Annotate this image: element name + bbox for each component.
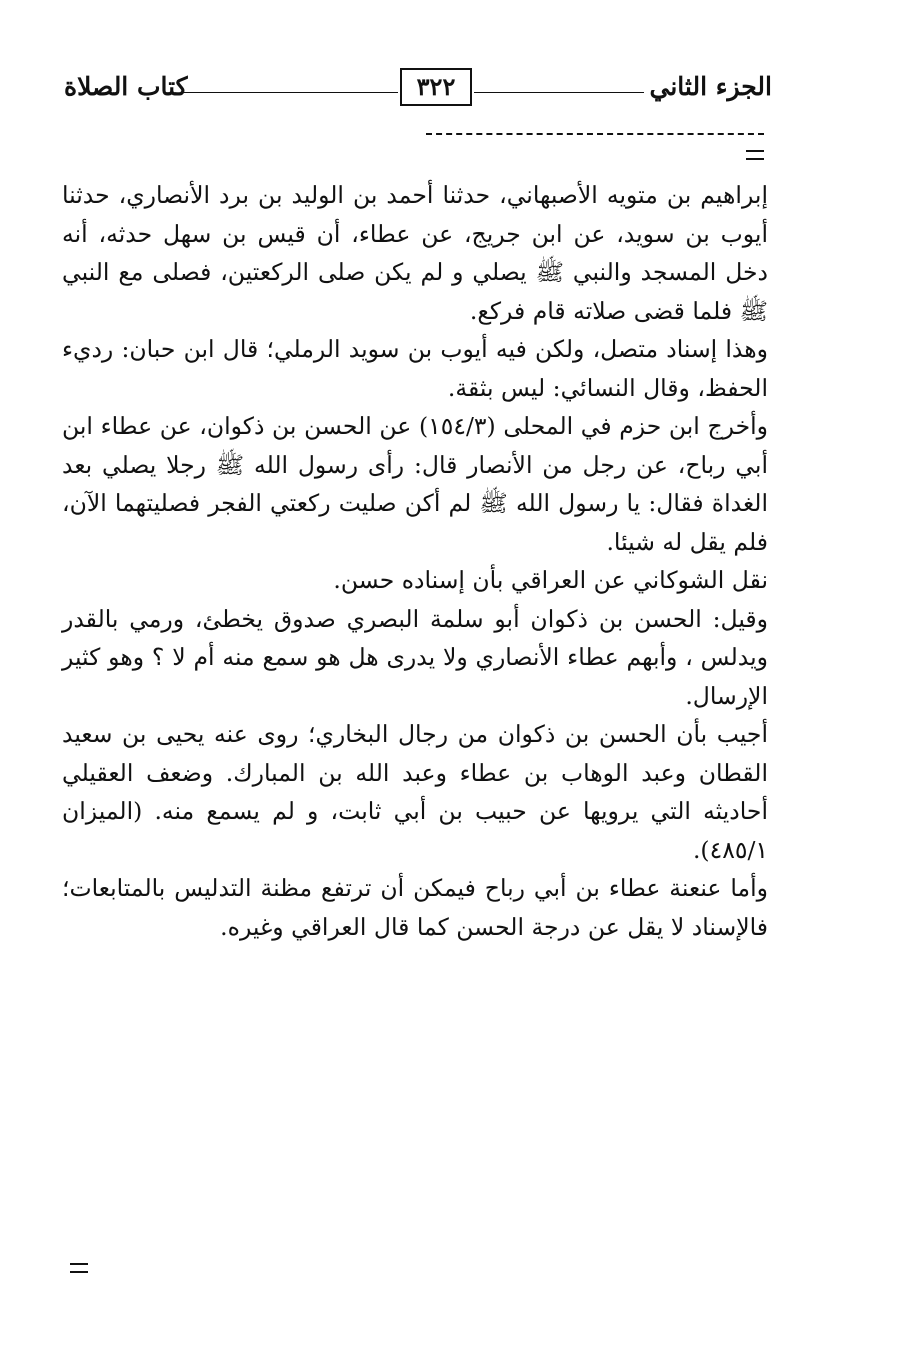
paragraph-reply: أجيب بأن الحسن بن ذكوان من رجال البخاري؛ روى عنه يحيى بن سعيد القطان وعبد الوهاب بن عطاء وعبد الله بن المبارك. وضعف العقيلي أحاديثه التي يرويها عن حبيب بن أبي ثابت، و لم يسمع منه. (الميزان ٤٨٥/١).	[62, 720, 768, 864]
running-header	[64, 68, 772, 118]
volume-label: الجزء الثاني	[649, 72, 772, 101]
header-rule-right	[474, 92, 644, 93]
page-number: ٣٢٢	[400, 68, 472, 106]
paragraph-isnad-note: وهذا إسناد متصل، ولكن فيه أيوب بن سويد الرملي؛ قال ابن حبان: رديء الحفظ، وقال النسائي: ليس بثقة.	[62, 335, 768, 402]
continuation-mark-bottom	[70, 1263, 88, 1273]
paragraph-hadith-chain: إبراهيم بن متويه الأصبهاني، حدثنا أحمد بن الوليد بن برد الأنصاري، حدثنا أيوب بن سويد، عن ابن جريج، عن عطاء، أن قيس بن سهل حدثه، أنه دخل المسجد والنبي ﷺ يصلي و لم يكن صلى الركعتين، فصلى مع النبي ﷺ فلما قضى صلاته قام فركع.	[62, 181, 768, 325]
paragraph-conclusion: وأما عنعنة عطاء بن أبي رباح فيمكن أن ترتفع مظنة التدليس بالمتابعات؛ فالإسناد لا يقل عن درجة الحسن كما قال العراقي وغيره.	[62, 874, 768, 941]
book-title: كتاب الصلاة	[64, 72, 188, 101]
header-rule-left	[182, 92, 398, 93]
page-body	[62, 176, 768, 946]
continuation-mark-top	[746, 150, 764, 160]
paragraph-ibn-hazm: وأخرج ابن حزم في المحلى (١٥٤/٣) عن الحسن بن ذكوان، عن عطاء ابن أبي رباح، عن رجل من الأنصار قال: رأى رسول الله ﷺ رجلا يصلي بعد الغداة فقال: يا رسول الله ﷺ لم أكن صليت ركعتي الفجر فصليتهما الآن، فلم يقل له شيئا.	[62, 412, 768, 556]
dashed-separator	[426, 133, 764, 135]
paragraph-shawkani: نقل الشوكاني عن العراقي بأن إسناده حسن.	[333, 566, 768, 594]
paragraph-objection: وقيل: الحسن بن ذكوان أبو سلمة البصري صدوق يخطئ، ورمي بالقدر ويدلس ، وأبهم عطاء الأنصاري ولا يدرى هل هو سمع منه أم لا ؟ وهو كثير الإرسال.	[62, 604, 768, 710]
